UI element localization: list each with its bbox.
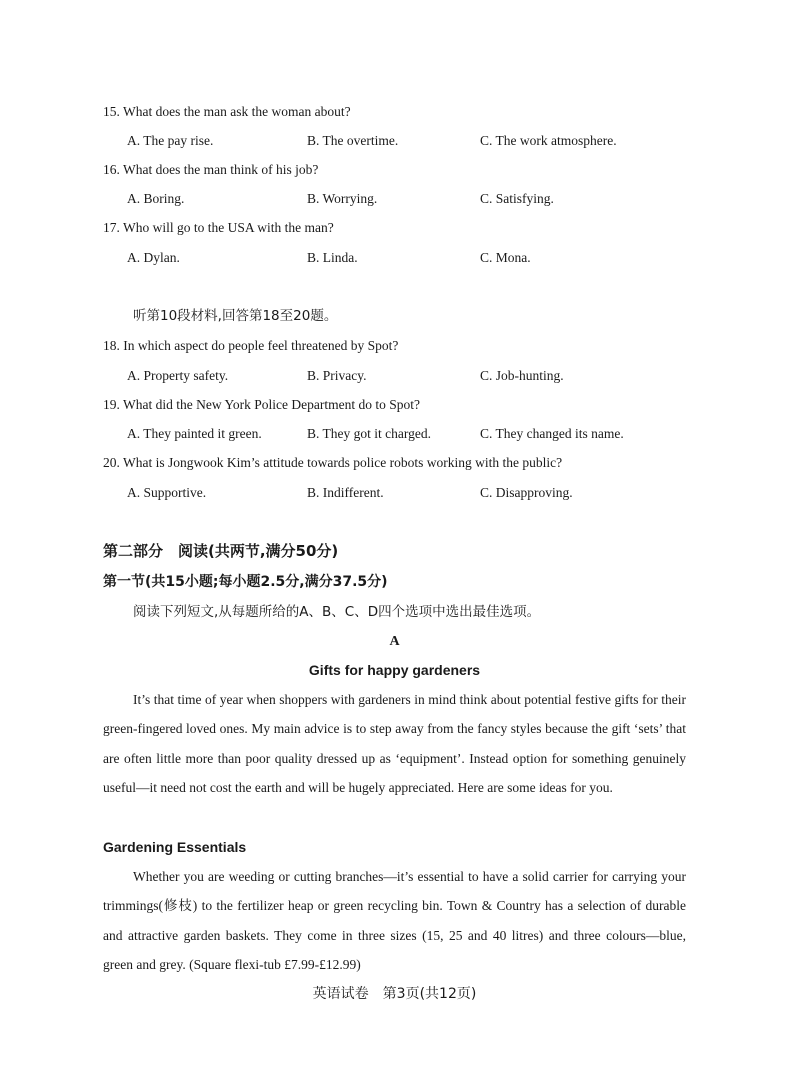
passage-letter: A <box>389 634 400 649</box>
question-18-stem: 18. In which aspect do people feel threatened by Spot? <box>103 338 399 353</box>
question-16-option-b: B. Worrying. <box>307 191 378 206</box>
question-17-stem: 17. Who will go to the USA with the man? <box>103 220 334 235</box>
question-19-option-c: C. They changed its name. <box>480 426 624 441</box>
listening-instruction: 听第10段材料,回答第18至20题。 <box>133 308 338 324</box>
question-18-option-b: B. Privacy. <box>307 368 367 383</box>
question-16-option-c: C. Satisfying. <box>480 191 554 206</box>
passage-title: Gifts for happy gardeners <box>308 662 481 678</box>
question-15-option-a: A. The pay rise. <box>127 133 214 148</box>
question-19-option-b: B. They got it charged. <box>307 426 431 441</box>
question-20-stem: 20. What is Jongwook Kim’s attitude towards police robots working with the public? <box>103 455 563 470</box>
subheading-gardening-essentials: Gardening Essentials <box>103 839 247 855</box>
question-15-option-b: B. The overtime. <box>307 133 399 148</box>
question-20-option-a: A. Supportive. <box>127 485 207 500</box>
question-15-stem: 15. What does the man ask the woman about? <box>103 104 351 119</box>
question-15-option-c: C. The work atmosphere. <box>480 133 617 148</box>
paragraph-2 <box>103 862 686 980</box>
page-footer: 英语试卷 第3页(共12页) <box>312 986 477 1002</box>
question-19-stem: 19. What did the New York Police Department do to Spot? <box>103 397 420 412</box>
question-17-option-c: C. Mona. <box>480 250 531 265</box>
question-18-option-a: A. Property safety. <box>127 368 229 383</box>
paragraph-2-text: Whether you are weeding or cutting branches—it’s essential to have a solid carrier for carrying your trimmings(修枝) to the fertilizer heap or green recycling bin. Town & Country has a selection of durable and attractive garden baskets. They come in three sizes (15, 25 and 40 litres) and three colours—blue, green and grey. (Square flexi-tub £7.99-£12.99) <box>103 869 686 973</box>
reading-instruction: 阅读下列短文,从每题所给的A、B、C、D四个选项中选出最佳选项。 <box>133 604 541 620</box>
question-19-option-a: A. They painted it green. <box>127 426 262 441</box>
question-16-option-a: A. Boring. <box>127 191 185 206</box>
subsection-title: 第一节(共15小题;每小题2.5分,满分37.5分) <box>103 574 388 590</box>
question-20-option-c: C. Disapproving. <box>480 485 573 500</box>
question-16-stem: 16. What does the man think of his job? <box>103 162 319 177</box>
paragraph-1 <box>103 685 686 803</box>
question-20-option-b: B. Indifferent. <box>307 485 384 500</box>
paragraph-1-text: It’s that time of year when shoppers with gardeners in mind think about potential festive gifts for their green-fingered loved ones. My main advice is to step away from the fancy styles because the gift ‘sets’ that are often little more than poor quality dressed up as ‘equipment’. Instead option for something genuinely useful—it need not cost the earth and will be hugely appreciated. Here are some ideas for you. <box>103 692 686 796</box>
question-17-option-b: B. Linda. <box>307 250 358 265</box>
question-18-option-c: C. Job-hunting. <box>480 368 564 383</box>
question-17-option-a: A. Dylan. <box>127 250 180 265</box>
section-title: 第二部分 阅读(共两节,满分50分) <box>103 542 339 560</box>
